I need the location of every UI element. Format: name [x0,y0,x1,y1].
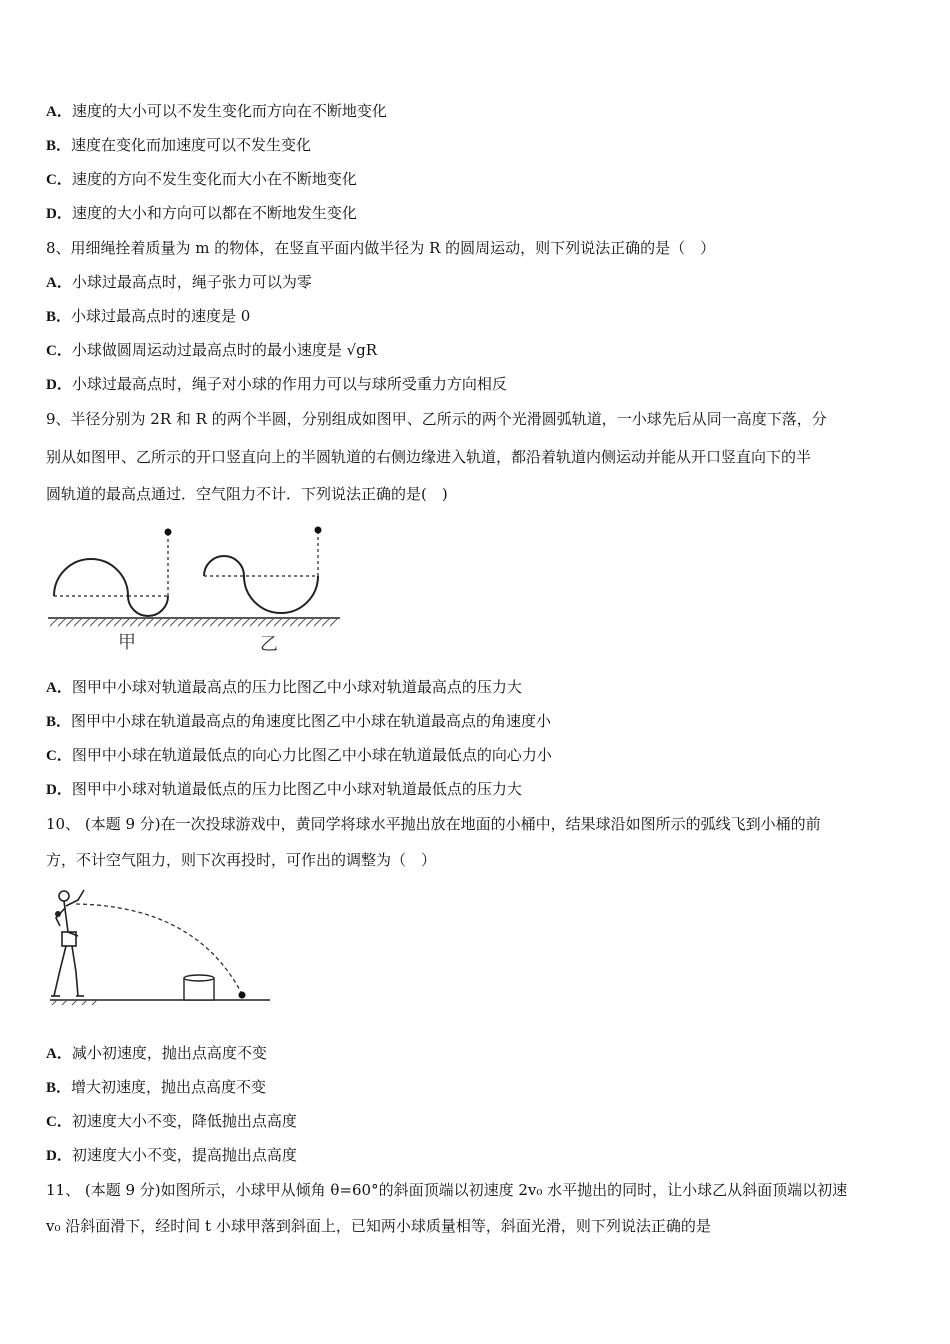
q8-option-d: D．小球过最高点时，绳子对小球的作用力可以与球所受重力方向相反 [46,375,507,393]
q11-stem-line-1: 11、 (本题 9 分)如图所示，小球甲从倾角 θ=60°的斜面顶端以初速度 2v₀ 水平抛出的同时，让小球乙从斜面顶端以初速 [46,1181,848,1199]
q8-stem: 8、用细绳拴着质量为 m 的物体，在竖直平面内做半径为 R 的圆周运动，则下列说法正确的是（ ） [46,239,716,257]
q7-option-b: B．速度在变化而加速度可以不发生变化 [46,136,312,154]
q8-option-b: B．小球过最高点时的速度是 0 [46,307,251,325]
q9-stem-line-3: 圆轨道的最高点通过．空气阻力不计．下列说法正确的是( ) [46,485,448,503]
q7-option-a: A．速度的大小可以不发生变化而方向在不断地变化 [46,102,387,120]
bucket [184,975,214,1000]
q7-option-c: C．速度的方向不发生变化而大小在不断地变化 [46,170,357,188]
q7-option-d: D．速度的大小和方向可以都在不断地发生变化 [46,204,357,222]
track-yi [204,532,318,613]
q8-option-c: C．小球做圆周运动过最高点时的最小速度是 √gR [46,341,378,359]
thrower [51,890,84,996]
label-jia: 甲 [118,632,136,653]
track-jia [54,534,168,616]
q9-option-d: D．图甲中小球对轨道最低点的压力比图乙中小球对轨道最低点的压力大 [46,780,522,798]
q9-stem-line-2: 别从如图甲、乙所示的开口竖直向上的半圆轨道的右侧边缘进入轨道，都沿着轨道内侧运动并能从开口竖直向下的半 [46,448,812,466]
q10-throw-figure [46,884,276,1006]
q10-stem-line-2: 方，不计空气阻力，则下次再投时，可作出的调整为（ ） [46,851,437,869]
q10-option-d: D．初速度大小不变，提高抛出点高度 [46,1146,297,1164]
q9-option-b: B．图甲中小球在轨道最高点的角速度比图乙中小球在轨道最高点的角速度小 [46,712,552,730]
q9-track-figure [46,520,346,662]
q9-stem-line-1: 9、半径分别为 2R 和 R 的两个半圆，分别组成如图甲、乙所示的两个光滑圆弧轨道，一小球先后从同一高度下落，分 [46,410,827,428]
q10-option-c: C．初速度大小不变，降低抛出点高度 [46,1112,297,1130]
q9-option-a: A．图甲中小球对轨道最高点的压力比图乙中小球对轨道最高点的压力大 [46,678,522,696]
q11-stem-line-2: v₀ 沿斜面滑下，经时间 t 小球甲落到斜面上，已知两小球质量相等，斜面光滑，则下列说法正确的是 [46,1217,711,1235]
label-yi: 乙 [260,634,278,655]
q10-stem-line-1: 10、 (本题 9 分)在一次投球游戏中，黄同学将球水平抛出放在地面的小桶中，结果球沿如图所示的弧线飞到小桶的前 [46,815,821,833]
q9-option-c: C．图甲中小球在轨道最低点的向心力比图乙中小球在轨道最低点的向心力小 [46,746,552,764]
q10-option-b: B．增大初速度，抛出点高度不变 [46,1078,267,1096]
q8-option-a: A．小球过最高点时，绳子张力可以为零 [46,273,312,291]
q10-option-a: A．减小初速度，抛出点高度不变 [46,1044,267,1062]
